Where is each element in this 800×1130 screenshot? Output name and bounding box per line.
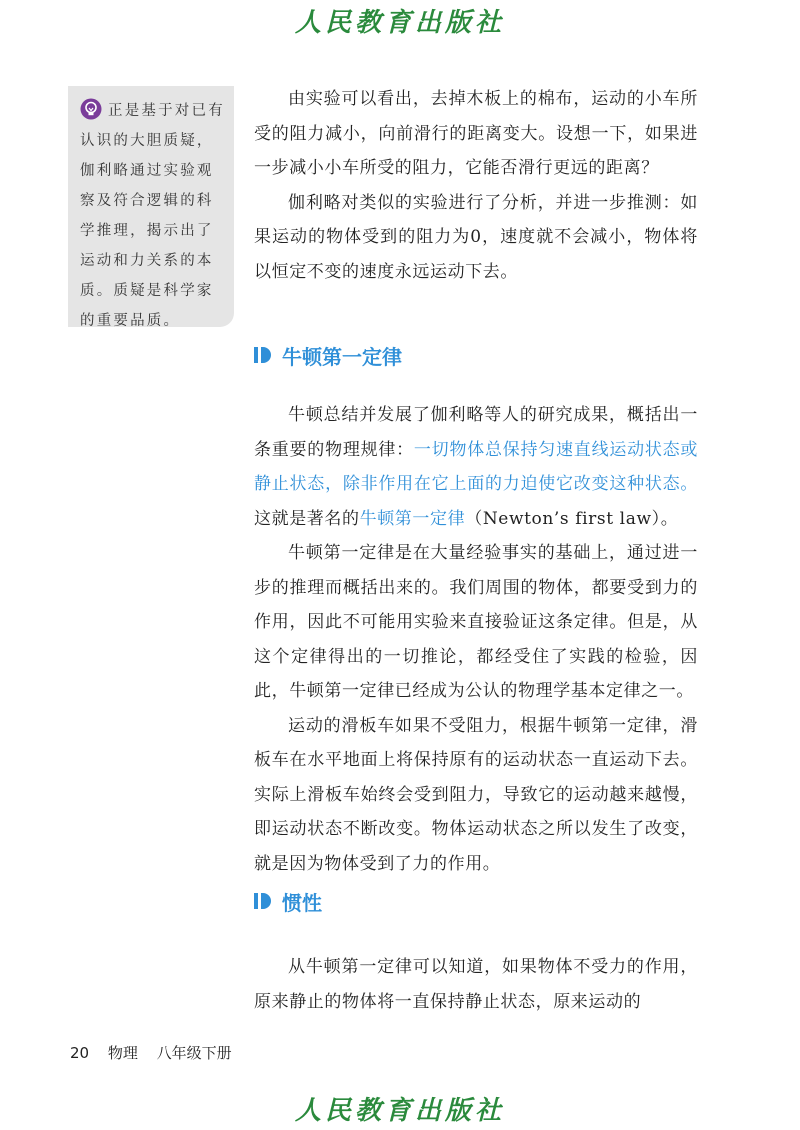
law-connector-text: 这就是著名的 bbox=[254, 508, 360, 529]
section-heading-inertia bbox=[254, 886, 322, 916]
section-heading-text: 惯性 bbox=[282, 890, 322, 915]
section-heading-newton-first-law bbox=[254, 340, 402, 370]
section2-paragraph-1: 从牛顿第一定律可以知道，如果物体不受力的作用，原来静止的物体将一直保持静止状态，原来运动的 bbox=[254, 957, 698, 1012]
law-statement: 一切物体总保持匀速直线运动状态或静止状态，除非作用在它上面的力迫使它改变这种状态。 bbox=[254, 439, 698, 494]
section-marker-icon bbox=[254, 892, 272, 910]
sidebar-note bbox=[68, 86, 234, 327]
section-marker-icon bbox=[254, 346, 272, 364]
law-english-name: （Newton’s first law）。 bbox=[465, 508, 679, 529]
intro-paragraph-1: 由实验可以看出，去掉木板上的棉布，运动的小车所受的阻力减小，向前滑行的距离变大。设想一下，如果进一步减小小车所受的阻力，它能否滑行更远的距离？ bbox=[254, 89, 698, 178]
section2-paragraphs bbox=[254, 950, 698, 1019]
section1-paragraph-1 bbox=[254, 398, 698, 536]
intro-paragraphs bbox=[254, 82, 698, 289]
law-term: 牛顿第一定律 bbox=[359, 508, 466, 529]
sidebar-note-text: 正是基于对已有认识的大胆质疑，伽利略通过实验观察及符合逻辑的科学推理，揭示出了运动和力关系的本质。质疑是科学家的重要品质。 bbox=[80, 103, 225, 329]
lightbulb-icon bbox=[80, 98, 102, 120]
footer-subject: 物理 bbox=[107, 1044, 138, 1062]
section-heading-text: 牛顿第一定律 bbox=[282, 344, 402, 369]
section1-paragraph-3: 运动的滑板车如果不受阻力，根据牛顿第一定律，滑板车在水平地面上将保持原有的运动状态一直运动下去。实际上滑板车始终会受到阻力，导致它的运动越来越慢，即运动状态不断改变。物体运动状态之所以发生了改变，就是因为物体受到了力的作用。 bbox=[254, 715, 698, 874]
section1-paragraphs bbox=[254, 398, 698, 881]
law-intro-text: 牛顿总结并发展了伽利略等人的研究成果，概括出一条重要的物理规律： bbox=[254, 405, 698, 460]
publisher-logo-bottom: 人民教育出版社 bbox=[294, 1096, 505, 1126]
page-footer bbox=[70, 1042, 246, 1063]
publisher-logo-top: 人民教育出版社 bbox=[294, 8, 505, 38]
section1-paragraph-2: 牛顿第一定律是在大量经验事实的基础上，通过进一步的推理而概括出来的。我们周围的物体，都要受到力的作用，因此不可能用实验来直接验证这条定律。但是，从这个定律得出的一切推论，都经受住了实践的检验，因此，牛顿第一定律已经成为公认的物理学基本定律之一。 bbox=[254, 543, 698, 701]
page-number: 20 bbox=[70, 1044, 90, 1062]
intro-paragraph-2: 伽利略对类似的实验进行了分析，并进一步推测：如果运动的物体受到的阻力为0，速度就不会减小，物体将以恒定不变的速度永远运动下去。 bbox=[254, 192, 698, 282]
footer-grade: 八年级下册 bbox=[156, 1044, 232, 1062]
